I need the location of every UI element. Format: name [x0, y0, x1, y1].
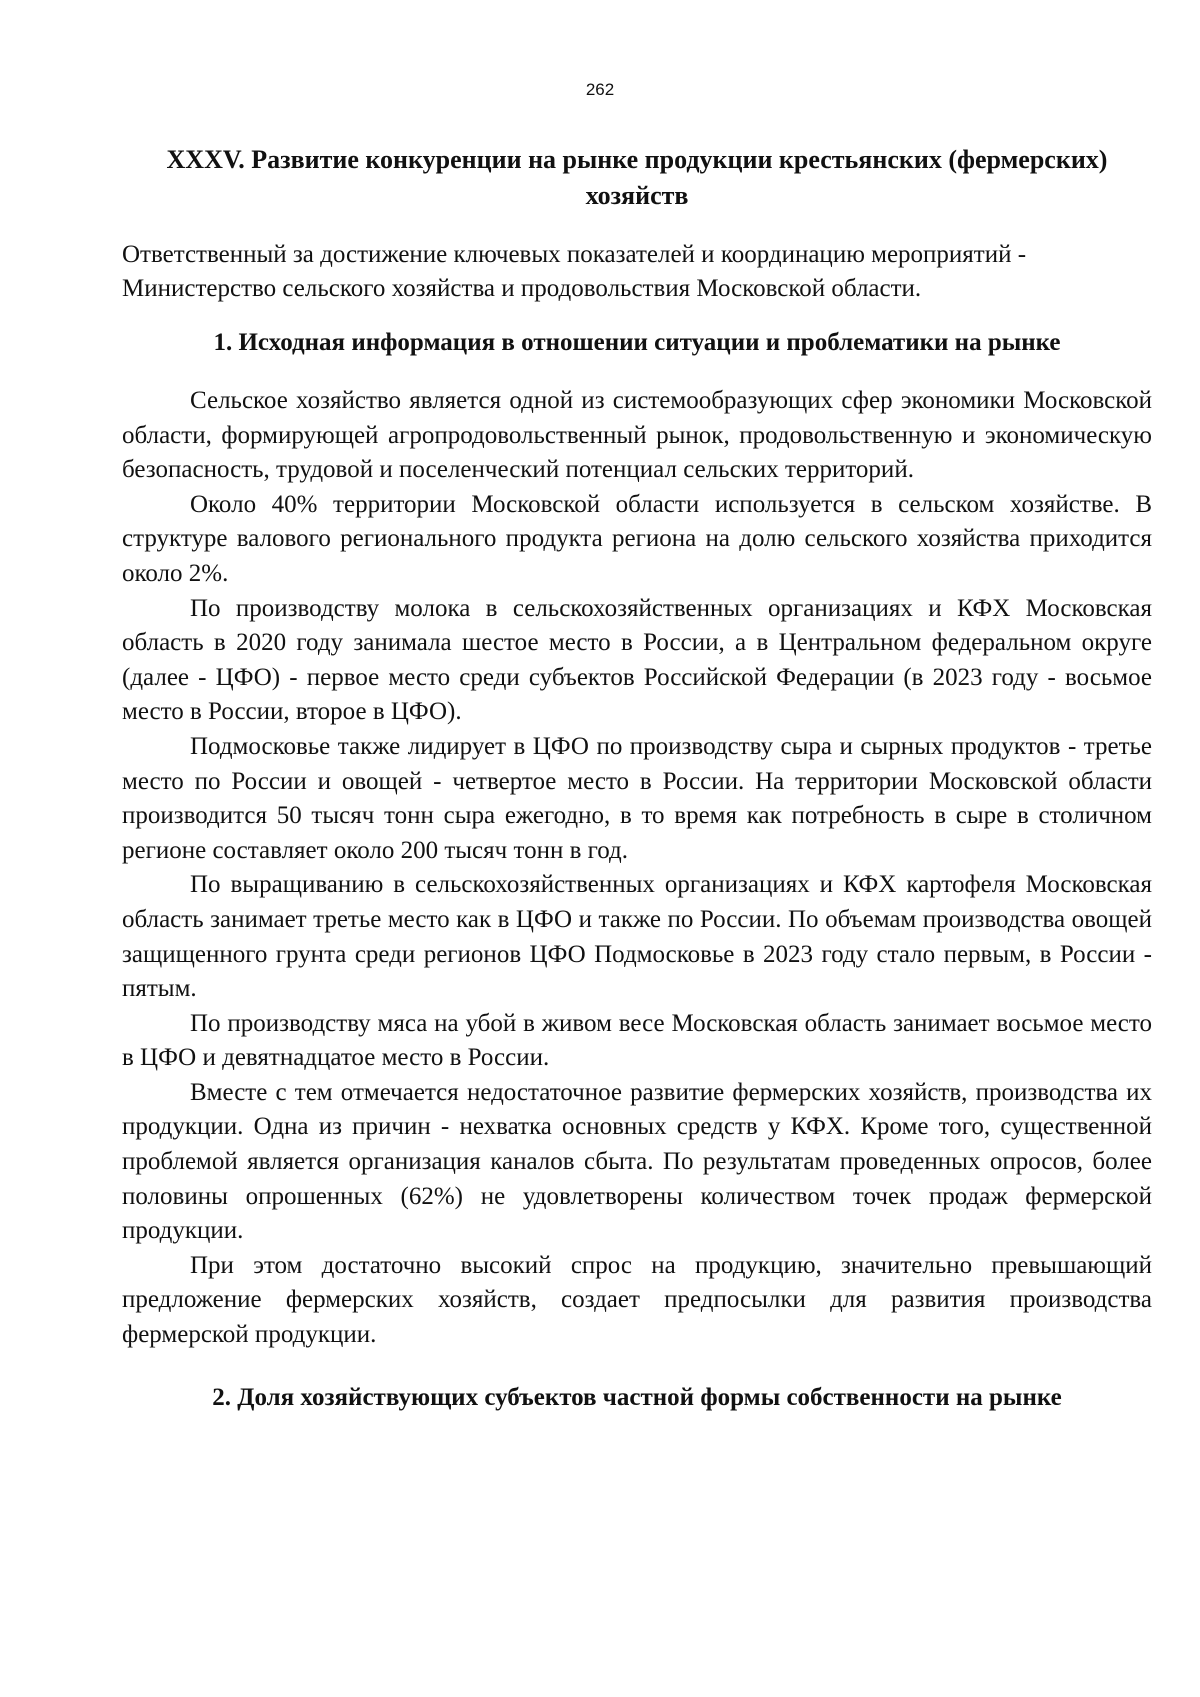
document-body: [122, 142, 1152, 1439]
paragraph: Подмосковье также лидирует в ЦФО по производству сыра и сырных продуктов - третье место по России и овощей - четвертое место в России. На территории Московской области производится 50 тысяч тонн сыра ежегодно, в то время как потребность в сыре в столичном регионе составляет около 200 тысяч тонн в год.: [122, 732, 1152, 864]
paragraph: Около 40% территории Московской области используется в сельском хозяйстве. В структуре валового регионального продукта региона на долю сельского хозяйства приходится около 2%.: [122, 490, 1152, 587]
paragraph: По производству мяса на убой в живом весе Московская область занимает восьмое место в ЦФО и девятнадцатое место в России.: [122, 1009, 1152, 1072]
section-2-heading: 2. Доля хозяйствующих субъектов частной формы собственности на рынке: [212, 1383, 1062, 1411]
page-number: 262: [585, 80, 615, 99]
paragraph: По производству молока в сельскохозяйственных организациях и КФХ Московская область в 2020 году занимала шестое место в России, а в Центральном федеральном округе (далее - ЦФО) - первое место среди субъектов Российской Федерации (в 2023 году - восьмое место в России, второе в ЦФО).: [122, 594, 1152, 726]
responsible-statement: Ответственный за достижение ключевых показателей и координацию мероприятий - Министерство сельского хозяйства и продовольствия Московской области.: [122, 241, 1027, 302]
section-title: XXXV. Развитие конкуренции на рынке продукции крестьянских (фермерских) хозяйств: [166, 145, 1108, 210]
paragraph: При этом достаточно высокий спрос на продукцию, значительно превышающий предложение фермерских хозяйств, создает предпосылки для развития производства фермерской продукции.: [122, 1251, 1152, 1349]
section-1-heading: 1. Исходная информация в отношении ситуации и проблематики на рынке: [213, 329, 1061, 356]
paragraph: Вместе с тем отмечается недостаточное развитие фермерских хозяйств, производства их продукции. Одна из причин - нехватка основных средств у КФХ. Кроме того, существенной проблемой является организация каналов сбыта. По результатам проведенных опросов, более половины опрошенных (62%) не удовлетворены количеством точек продаж фермерской продукции.: [122, 1078, 1152, 1245]
paragraph: Сельское хозяйство является одной из системообразующих сфер экономики Московской области, формирующей агропродовольственный рынок, продовольственную и экономическую безопасность, трудовой и поселенческий потенциал сельских территорий.: [122, 387, 1152, 484]
paragraph: По выращиванию в сельскохозяйственных организациях и КФХ картофеля Московская область занимает третье место как в ЦФО и также по России. По объемам производства овощей защищенного грунта среди регионов ЦФО Подмосковье в 2023 году стало первым, в России - пятым.: [122, 871, 1152, 1003]
